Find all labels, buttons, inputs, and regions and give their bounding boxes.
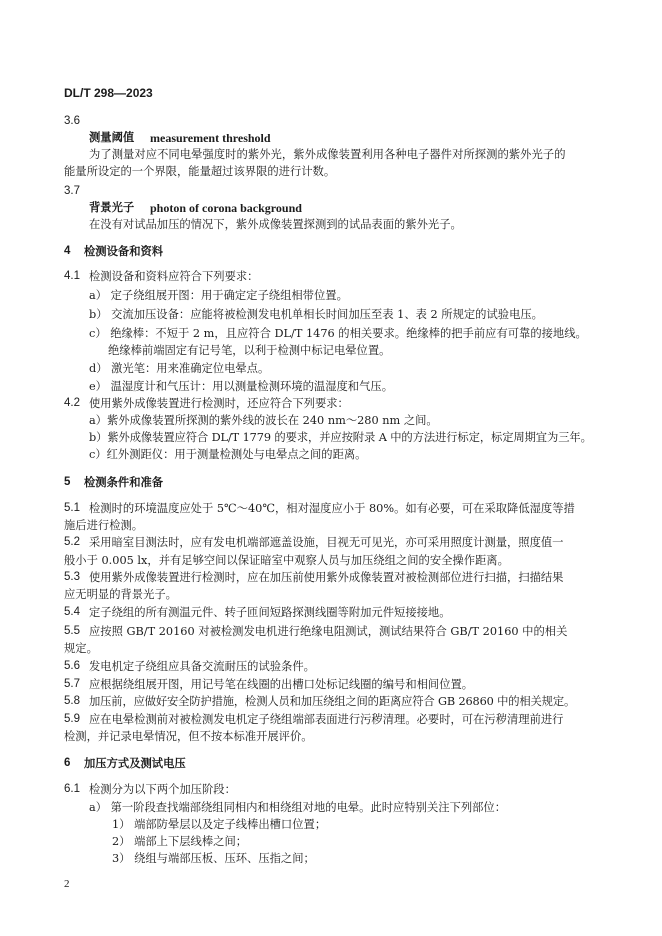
clause-line: 使用紫外成像装置进行检测时，应在加压前使用紫外成像装置对被检测部位进行扫描，扫描结果 [89, 571, 564, 584]
clause-line: 加压前，应做好安全防护措施，检测人员和加压绕组之间的距离应符合 GB 26860 中的相关规定。 [89, 695, 576, 708]
document-header: DL/T 298—2023 [64, 86, 153, 100]
term-en: measurement threshold [150, 131, 271, 145]
section-title: 检测设备和资料 [84, 244, 164, 258]
clause-number: 5.9 [64, 713, 80, 725]
clause-line: 定子绕组的所有测温元件、转子匝间短路探测线圈等附加元件短接接地。 [89, 606, 451, 619]
section-number: 4 [64, 245, 71, 257]
list-item: c）红外测距仪：用于测量检测处与电晕点之间的距离。 [89, 448, 367, 461]
list-item: b）紫外成像装置应符合 DL/T 1779 的要求，并应按附录 A 中的方法进行标定，标定周期宜为三年。 [89, 431, 592, 444]
clause-line: 规定。 [64, 642, 98, 655]
clause-number: 6.1 [64, 783, 80, 795]
clause-number: 4.2 [64, 397, 80, 409]
clause-number: 4.1 [64, 270, 80, 282]
list-item: a） 定子绕组展开图：用于确定定子绕组相带位置。 [89, 289, 348, 302]
clause-line: 施后进行检测。 [64, 519, 144, 532]
sub-list-item: 1） 端部防晕层以及定子线棒出槽口位置； [112, 818, 327, 831]
clause-line: 发电机定子绕组应具备交流耐压的试验条件。 [89, 660, 315, 673]
clause-line: 应在电晕检测前对被检测发电机定子绕组端部表面进行污秽清理。必要时，可在污秽清理前进行 [89, 713, 564, 726]
section-number: 5 [64, 476, 71, 488]
definition-line: 为了测量对应不同电晕强度时的紫外光，紫外成像装置利用各种电子器件对所探测的紫外光子的 [89, 148, 566, 161]
section-number: 6 [64, 757, 71, 769]
term-en: photon of corona background [150, 201, 302, 215]
page-number: 2 [64, 878, 70, 890]
list-item: a） 第一阶段查找端部绕组同相内和相绕组对地的电晕。此时应特别关注下列部位： [89, 801, 507, 814]
clause-number: 5.5 [64, 625, 80, 637]
clause-line: 应按照 GB/T 20160 对被检测发电机进行绝缘电阻测试，测试结果符合 GB/T 20160 中的相关 [89, 625, 568, 638]
section-title: 检测条件和准备 [84, 475, 164, 489]
clause-line: 采用暗室目测法时，应有发电机端部遮盖设施，目视无可见光，亦可采用照度计测量，照度值一 [89, 536, 564, 549]
definition-line: 能量所设定的一个界限，能量超过该界限的进行计数。 [64, 165, 336, 178]
clause-number: 5.3 [64, 571, 80, 583]
clause-number: 3.7 [64, 185, 80, 197]
list-item: d） 激光笔：用来准确定位电晕点。 [89, 362, 270, 375]
clause-number: 5.6 [64, 660, 80, 672]
clause-text: 检测分为以下两个加压阶段： [89, 783, 236, 796]
list-item-continuation: 绝缘棒前端固定有记号笔，以利于检测中标记电晕位置。 [108, 344, 391, 357]
clause-number: 5.7 [64, 678, 80, 690]
clause-line: 检测，并记录电晕情况，但不按本标准开展评价。 [64, 730, 313, 743]
clause-number: 5.4 [64, 606, 80, 618]
list-item: b） 交流加压设备：应能将被检测发电机单相长时间加压至表 1、表 2 所规定的试验电压。 [89, 308, 543, 321]
clause-number: 3.6 [64, 115, 80, 127]
sub-list-item: 2） 端部上下层线棒之间； [112, 835, 248, 848]
clause-line: 般小于 0.005 lx，并有足够空间以保证暗室中观察人员与加压绕组之间的安全操作距离。 [64, 554, 509, 567]
clause-line: 应无明显的背景光子。 [64, 588, 177, 601]
term-zh: 测量阈值 [89, 130, 135, 144]
sub-list-item: 3） 绕组与端部压板、压环、压指之间； [112, 852, 315, 865]
clause-number: 5.8 [64, 695, 80, 707]
clause-text: 检测设备和资料应符合下列要求： [89, 270, 259, 283]
definition-line: 在没有对试品加压的情况下，紫外成像装置探测到的试品表面的紫外光子。 [89, 218, 462, 231]
term-zh: 背景光子 [89, 200, 135, 214]
list-item: e） 温湿度计和气压计：用以测量检测环境的温湿度和气压。 [89, 380, 393, 393]
clause-number: 5.2 [64, 536, 80, 548]
clause-line: 应根据绕组展开图，用记号笔在线圈的出槽口处标记线圈的编号和相间位置。 [89, 678, 474, 691]
clause-line: 检测时的环境温度应处于 5℃～40℃，相对湿度应小于 80%。如有必要，可在采取降低湿度等措 [89, 502, 575, 515]
list-item: c） 绝缘棒：不短于 2 m，且应符合 DL/T 1476 的相关要求。绝缘棒的把手前应有可靠的接地线。 [89, 327, 587, 340]
section-title: 加压方式及测试电压 [84, 756, 186, 770]
list-item: a）紫外成像装置所探测的紫外线的波长在 240 nm～280 nm 之间。 [89, 414, 438, 427]
clause-number: 5.1 [64, 502, 80, 514]
clause-text: 使用紫外成像装置进行检测时，还应符合下列要求： [89, 397, 349, 410]
